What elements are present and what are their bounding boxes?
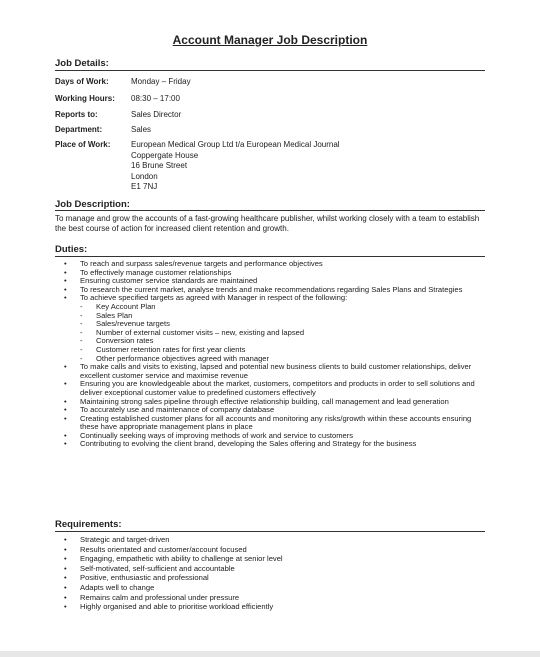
requirement-text: Self-motivated, self-sufficient and accountable [80, 563, 235, 573]
dash-bullet-icon: - [80, 344, 83, 354]
duty-text: Maintaining strong sales pipeline through effective relationship building, call management and lead generation [80, 396, 449, 406]
requirement-item [64, 573, 484, 583]
address-line: E1 7NJ [131, 182, 158, 191]
dash-bullet-icon: - [80, 301, 83, 311]
duty-text: Number of external customer visits – new, existing and lapsed [96, 327, 305, 337]
duty-text: Creating established customer plans for all accounts and monitoring any risks/growth within these accounts ensuring these have appropriate management plans in place [80, 413, 472, 432]
reports-to-label: Reports to: [55, 110, 98, 119]
requirement-text: Remains calm and professional under pressure [80, 592, 240, 602]
requirement-item [64, 535, 484, 545]
working-hours-label: Working Hours: [55, 94, 115, 103]
requirement-item [64, 602, 484, 612]
bullet-icon: • [64, 582, 67, 592]
job-details-heading: Job Details: [55, 58, 109, 69]
document-title: Account Manager Job Description [172, 33, 368, 47]
place-of-work-value [131, 140, 340, 193]
requirements-list [64, 535, 484, 612]
job-description-text: To manage and grow the accounts of a fast-growing healthcare publisher, whilst working closely with a team to establish the best course of action for increased client retention and growth. [55, 214, 480, 233]
job-description-rule [55, 210, 485, 211]
dash-bullet-icon: - [80, 327, 83, 337]
place-of-work-label: Place of Work: [55, 140, 111, 149]
requirement-text: Results orientated and customer/account focused [80, 544, 247, 554]
duty-text: Sales/revenue targets [96, 319, 170, 329]
requirements-rule [55, 531, 485, 532]
address-line: 16 Brune Street [131, 161, 188, 170]
dash-bullet-icon: - [80, 310, 83, 320]
duty-text: Other performance objectives agreed with manager [96, 353, 270, 363]
requirement-item [64, 593, 484, 603]
days-of-work-label: Days of Work: [55, 77, 109, 86]
duty-text: Key Account Plan [96, 301, 156, 311]
requirement-item [64, 545, 484, 555]
duty-text: To effectively manage customer relationships [80, 267, 232, 277]
duty-text: To achieve specified targets as agreed with Manager in respect of the following: [80, 293, 348, 303]
duty-text: Ensuring you are knowledgeable about the market, customers, competitors and products in order to sell solutions and deliver exceptional customer value to predefined customers effectively [80, 379, 475, 397]
bullet-icon: • [64, 592, 67, 602]
bullet-icon: • [64, 439, 67, 449]
bullet-icon: • [64, 535, 67, 544]
duty-item [64, 363, 484, 380]
requirement-item [64, 583, 484, 593]
duties-heading: Duties: [55, 244, 88, 255]
bullet-icon: • [64, 362, 67, 372]
bullet-icon: • [64, 396, 67, 406]
duty-item [64, 380, 484, 397]
duty-text: To research the current market, analyse trends and make recommendations regarding Sales Plans and Strategies [80, 284, 463, 294]
address-line: European Medical Group Ltd t/a European Medical Journal [131, 140, 340, 149]
duty-text: Ensuring customer service standards are maintained [80, 276, 258, 286]
requirement-text: Strategic and target-driven [80, 535, 170, 544]
bullet-icon: • [64, 284, 67, 294]
bullet-icon: • [64, 276, 67, 286]
address-line: London [131, 171, 158, 181]
bullet-icon: • [64, 413, 67, 423]
duty-item [64, 415, 484, 432]
bullet-icon: • [64, 554, 67, 564]
bullet-icon: • [64, 573, 67, 583]
requirements-heading: Requirements: [55, 519, 122, 530]
bullet-icon: • [64, 259, 67, 268]
reports-to-value: Sales Director [131, 110, 182, 119]
days-of-work-value: Monday – Friday [131, 77, 191, 86]
bullet-icon: • [64, 293, 67, 303]
duty-text: Customer retention rates for first year clients [96, 344, 246, 354]
address-line: Coppergate House [131, 150, 199, 160]
page-bottom-edge [0, 651, 540, 657]
bullet-icon: • [64, 267, 67, 277]
dash-bullet-icon: - [80, 319, 83, 329]
duties-list [64, 260, 484, 449]
department-label: Department: [55, 125, 103, 134]
requirement-text: Engaging, empathetic with ability to challenge at senior level [80, 554, 283, 564]
bullet-icon: • [64, 563, 67, 573]
duty-text: Conversion rates [96, 336, 154, 346]
duty-text: Sales Plan [96, 310, 133, 320]
department-value: Sales [131, 125, 152, 134]
bullet-icon: • [64, 430, 67, 440]
bullet-icon: • [64, 405, 67, 415]
requirement-text: Positive, enthusiastic and professional [80, 573, 209, 583]
duty-text: To reach and surpass sales/revenue targets and performance objectives [80, 259, 323, 268]
requirement-item [64, 564, 484, 574]
bullet-icon: • [64, 544, 67, 554]
duty-item [64, 440, 484, 449]
bullet-icon: • [64, 379, 67, 389]
duty-text: To make calls and visits to existing, lapsed and potential new business clients to build customer relationships, deliver excellent customer service and maximise revenue [80, 362, 472, 380]
job-description-heading: Job Description: [55, 199, 130, 210]
dash-bullet-icon: - [80, 353, 83, 363]
duty-text: To accurately use and maintenance of company database [80, 405, 275, 415]
requirement-text: Adapts well to change [80, 582, 155, 592]
duty-text: Continually seeking ways of improving methods of work and service to customers [80, 430, 354, 440]
job-details-rule [55, 70, 485, 71]
requirement-item [64, 554, 484, 564]
working-hours-value: 08:30 – 17:00 [131, 94, 180, 103]
requirement-text: Highly organised and able to prioritise workload efficiently [80, 602, 274, 612]
duties-rule [55, 256, 485, 257]
bullet-icon: • [64, 602, 67, 612]
duty-text: Contributing to evolving the client brand, developing the Sales offering and Strategy for the business [80, 439, 417, 449]
dash-bullet-icon: - [80, 336, 83, 346]
